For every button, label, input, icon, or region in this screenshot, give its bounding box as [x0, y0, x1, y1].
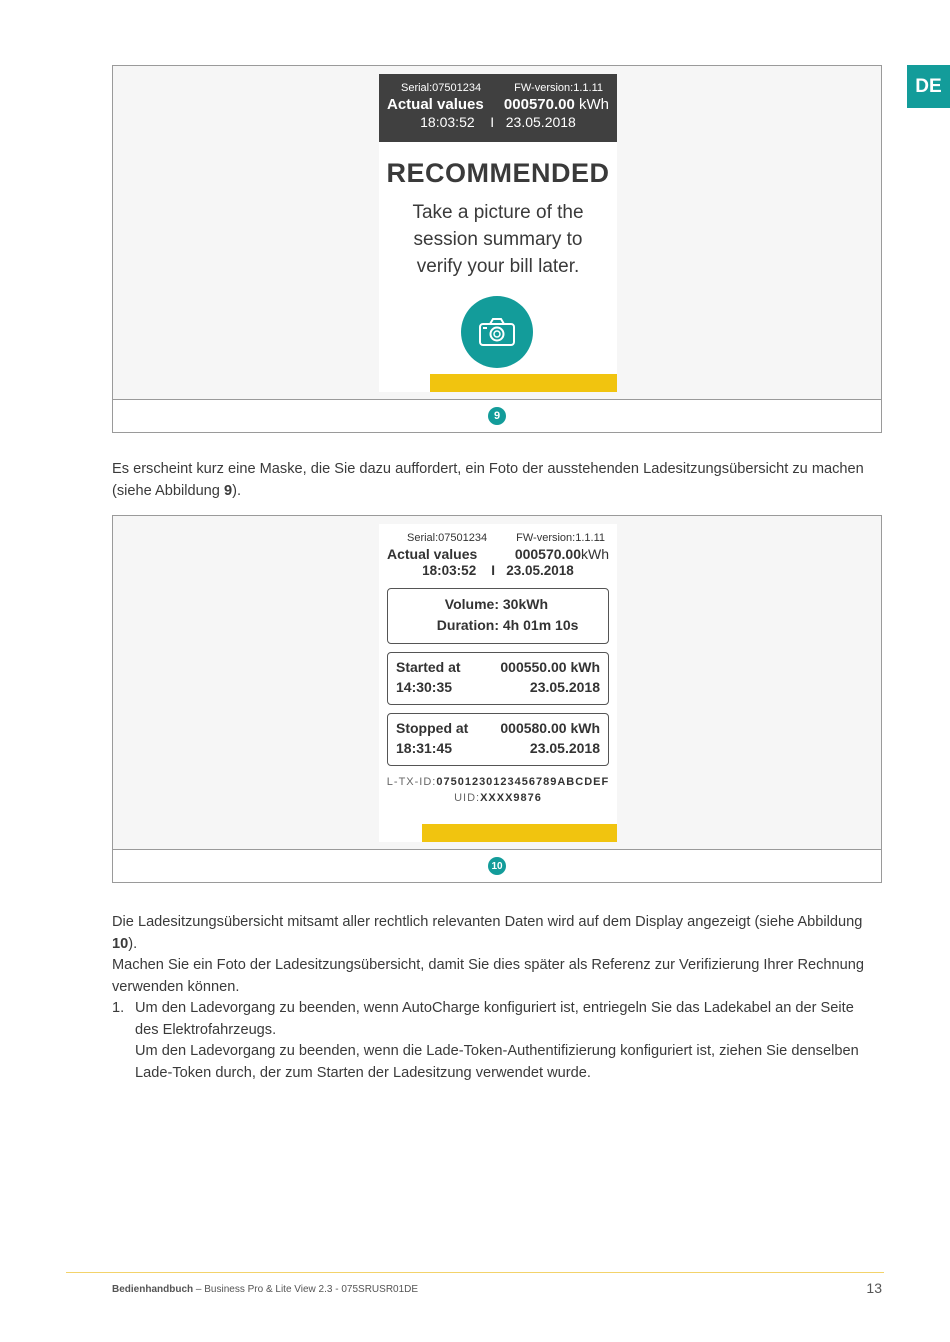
- paragraph-photo: Machen Sie ein Foto der Ladesitzungsübersicht, damit Sie dies später als Referenz zur Verifizierung Ihrer Rechnung verwenden können.: [112, 957, 864, 995]
- display-header: [379, 74, 617, 142]
- separator: I: [490, 114, 495, 130]
- stopped-label: Stopped at: [396, 720, 469, 736]
- figure-9: [112, 65, 882, 433]
- session-totals-card: [387, 588, 609, 644]
- footer-subtitle: – Business Pro & Lite View 2.3 - 075SRUSR01DE: [193, 1284, 419, 1295]
- actual-unit: kWh: [579, 96, 609, 113]
- figure-ref: 10: [112, 935, 129, 952]
- started-value: 000550.00 kWh: [500, 659, 600, 675]
- stopped-date: 23.05.2018: [529, 740, 600, 756]
- duration-value: 4h 01m 10s: [502, 617, 579, 633]
- figure-10: [112, 515, 882, 883]
- started-card: [387, 652, 609, 705]
- figure-9-caption: [113, 399, 881, 432]
- display-screen-summary: [379, 524, 617, 842]
- footer-title: Bedienhandbuch: [112, 1284, 194, 1295]
- volume-value: 30kWh: [502, 596, 549, 612]
- yellow-bar: [430, 374, 617, 392]
- paragraph-text: Es erscheint kurz eine Maske, die Sie dazu auffordert, ein Foto der ausstehenden Ladesitzungsübersicht zu machen (siehe Abbildung: [112, 461, 864, 499]
- message-line-3: verify your bill later.: [416, 256, 580, 277]
- figure-10-caption: [113, 849, 881, 882]
- time: 18:03:52: [420, 114, 475, 130]
- actual-value: 000570.00: [514, 546, 581, 562]
- step-1-line-1: Um den Ladevorgang zu beenden, wenn AutoCharge konfiguriert ist, entriegeln Sie das Ladekabel an der Seite des Elektrofahrzeugs.: [135, 1000, 854, 1038]
- figure-number-badge: 10: [488, 857, 506, 875]
- yellow-bar: [422, 824, 617, 842]
- paragraph-text-end: ).: [128, 935, 138, 952]
- started-time: 14:30:35: [396, 679, 453, 695]
- duration-label: Duration:: [436, 617, 499, 633]
- footer-doc-title: [112, 1284, 418, 1295]
- serial-number: Serial:07501234: [407, 532, 488, 544]
- started-label: Started at: [396, 659, 461, 675]
- separator: I: [491, 563, 495, 578]
- uid-label: UID:: [454, 792, 481, 804]
- stopped-value: 000580.00 kWh: [500, 720, 600, 736]
- display-screen-recommended: [379, 74, 617, 392]
- volume-label: Volume:: [444, 596, 499, 612]
- footer-divider: [66, 1272, 884, 1273]
- paragraph-text-end: ).: [232, 482, 242, 499]
- time: 18:03:52: [422, 563, 477, 578]
- paragraph-body: [112, 912, 872, 1084]
- camera-icon: [478, 317, 516, 347]
- language-tab: DE: [907, 65, 950, 108]
- serial-number: Serial:07501234: [401, 82, 482, 94]
- uid-value: XXXX9876: [480, 792, 542, 804]
- paragraph-text: Die Ladesitzungsübersicht mitsamt aller rechtlich relevanten Daten wird auf dem Display angezeigt (siehe Abbildung: [112, 914, 863, 930]
- actual-values-label: Actual values: [387, 96, 484, 113]
- step-1-line-2: Um den Ladevorgang zu beenden, wenn die Lade-Token-Authentifizierung konfiguriert ist, ziehen Sie denselben Lade-Token durch, der zum Starten der Ladesitzung verwendet wurde.: [135, 1043, 859, 1081]
- actual-value: 000570.00: [503, 96, 575, 113]
- message-line-1: Take a picture of the: [412, 202, 584, 223]
- recommended-message: [379, 199, 617, 280]
- recommended-title: RECOMMENDED: [386, 158, 610, 188]
- ltx-value: 07501230123456789ABCDEF: [436, 776, 610, 788]
- page-number: 13: [866, 1280, 882, 1296]
- stopped-time: 18:31:45: [396, 740, 453, 756]
- paragraph-intro: [112, 459, 872, 502]
- started-date: 23.05.2018: [529, 679, 600, 695]
- figure-number-badge: 9: [488, 407, 506, 425]
- paragraph-summary: [112, 912, 872, 955]
- figure-ref: 9: [223, 482, 233, 499]
- message-line-2: session summary to: [413, 229, 583, 250]
- actual-values-label: Actual values: [387, 546, 478, 562]
- step-1: [112, 998, 872, 1084]
- date: 23.05.2018: [505, 114, 576, 130]
- step-number: 1.: [112, 1000, 125, 1016]
- stopped-card: [387, 713, 609, 766]
- actual-unit: kWh: [581, 546, 609, 562]
- fw-version: FW-version:1.1.11: [514, 82, 603, 94]
- uid: [379, 792, 617, 804]
- date: 23.05.2018: [506, 563, 574, 578]
- transaction-id: [379, 776, 617, 788]
- camera-button[interactable]: [461, 296, 533, 368]
- ltx-label: L-TX-ID:: [386, 776, 437, 788]
- fw-version: FW-version:1.1.11: [516, 532, 605, 544]
